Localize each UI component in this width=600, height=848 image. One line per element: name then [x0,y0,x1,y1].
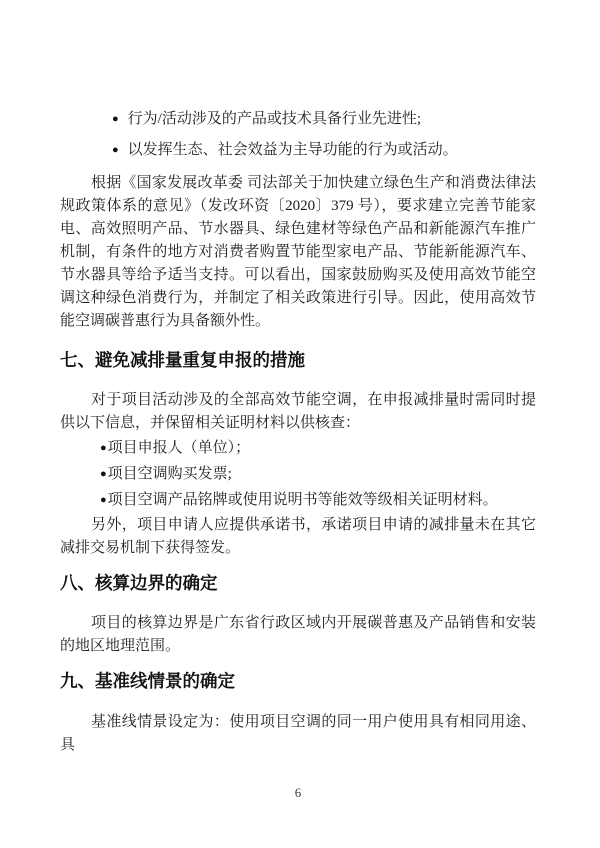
bullet-icon: ● [100,468,107,480]
bullet-icon: ● [100,442,107,454]
list-item [60,462,536,488]
list-item [60,104,536,135]
list-item-text: 项目空调购买发票; [107,466,232,482]
list-item-text: 以发挥生态、社会效益为主导功能的行为或活动。 [127,142,458,158]
section-8-paragraph: 项目的核算边界是广东省行政区域内开展碳普惠及产品销售和安装的地区地理范围。 [60,615,536,654]
list-item-text: 项目空调产品铭牌或使用说明书等能效等级相关证明材料。 [107,492,498,508]
list-item-text: 行为/活动涉及的产品或技术具备行业先进性; [127,111,421,127]
section-9-paragraph: 基准线情景设定为：使用项目空调的同一用户使用具有相同用途、具 [60,714,536,753]
list-item-text: 项目申报人（单位）； [107,440,251,456]
list-item [60,436,536,462]
section-9-heading: 九、基准线情景的确定 [60,671,235,691]
list-item [60,135,536,166]
section-8-heading: 八、核算边界的确定 [60,573,218,593]
section-7-heading: 七、避免减排量重复申报的措施 [60,350,305,370]
additionality-criteria-list [60,104,536,166]
section-7-commitment-paragraph: 另外，项目申请人应提供承诺书，承诺项目申请的减排量未在其它减排交易机制下获得签发。 [60,517,536,556]
page-number: 6 [294,785,302,800]
section-7-intro-paragraph: 对于项目活动涉及的全部高效节能空调，在申报减排量时需同时提供以下信息，并保留相关证明材料以供核查： [60,392,536,431]
bullet-icon: ● [112,144,119,156]
evidence-materials-list [60,436,536,514]
list-item [60,488,536,514]
bullet-icon: ● [100,494,107,506]
bullet-icon: ● [112,113,119,125]
policy-basis-paragraph: 根据《国家发展改革委 司法部关于加快建立绿色生产和消费法律法规政策体系的意见》（发改环资〔2020〕379 号），要求建立完善节能家电、高效照明产品、节水器具、绿色建材等绿色产品和新能源汽车推广机制，有条件的地方对消费者购置节能型家电产品、节能新能源汽车、节水器具等给予适当支持。可以看出，国家鼓励购买及使用高效节能空调这种绿色消费行为，并制定了相关政策进行引导。因此，使用高效节能空调碳普惠行为具备额外性。 [60,175,536,329]
